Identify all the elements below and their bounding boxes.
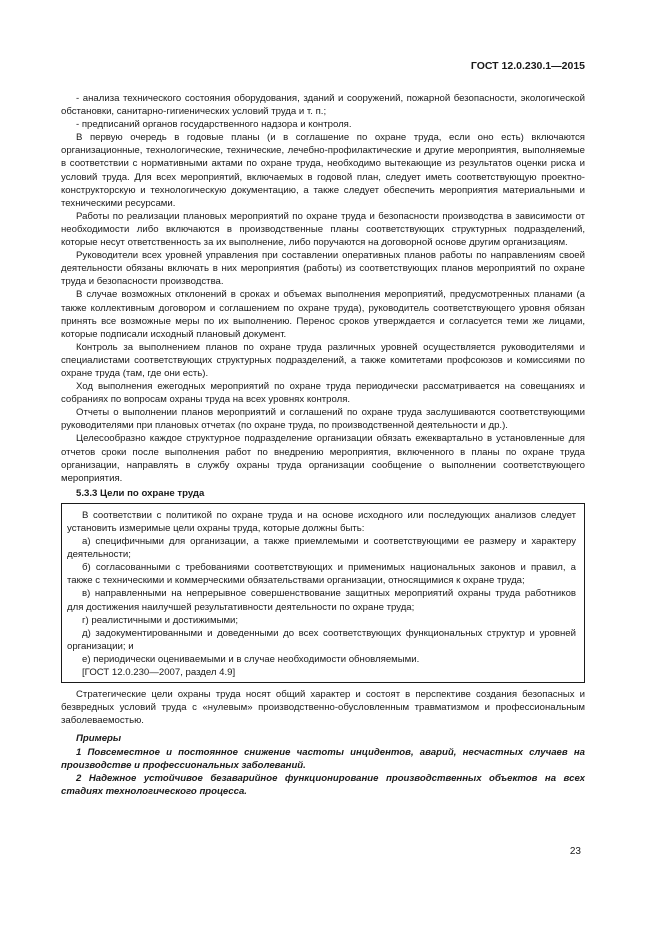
paragraph: В случае возможных отклонений в сроках и объемах выполнения мероприятий, предусмотренных планами (а также коллективным договором и соглашением по охране труда), руководитель соответствующего уровня обязан принять все возможные меры по их выполнению. Перенос сроков утверждается и согласуется теми же лицами, которые подписали исходный плановый документ. [61,289,585,340]
box-list-item: в) направленными на непрерывное совершенствование защитных мероприятий охраны труда работников для достижения наилучшей результативности деятельности по охране труда; [67,588,576,613]
paragraph: Ход выполнения ежегодных мероприятий по охране труда периодически рассматривается на совещаниях и собраниях по вопросам охраны труда на всех уровнях контроля. [61,381,585,406]
box-list-item: д) задокументированными и доведенными до всех соответствующих функциональных структур и уровней организации; и [67,627,576,652]
paragraph: В первую очередь в годовые планы (и в соглашение по охране труда, если оно есть) включаются организационные, технологические, технические, лечебно-профилактические и другие мероприятия, выполняемые в соответствии с нормативными актами по охране труда, необходимо вытекающие из результатов оценки риска и условий труда. Для всех мероприятий, включаемых в годовой план, следует иметь соответствующую проектно-конструкторскую и технологическую документацию, а также следует обеспечить мероприятия материальными и техническими ресурсами. [61,132,585,209]
example-item: 1 Повсеместное и постоянное снижение частоты инцидентов, аварий, несчастных случаев на производстве и профессиональных заболеваний. [61,746,585,771]
box-intro: В соответствии с политикой по охране труда и на основе исходного или последующих анализов следует установить измеримые цели охраны труда, которые должны быть: [67,509,576,534]
page-content [61,92,585,798]
box-list-item: г) реалистичными и достижимыми; [82,614,239,626]
examples-block [61,732,585,797]
page-number: 23 [569,846,581,857]
box-list-item: а) специфичными для организации, а также приемлемыми и соответствующими ее размеру и характеру деятельности; [67,536,576,561]
paragraph: Стратегические цели охраны труда носят общий характер и состоят в перспективе создания безопасных и безвредных условий труда с «нулевым» производственно-обусловленным травматизмом и профессиональным заболеваемостью. [61,689,585,727]
paragraph: Руководители всех уровней управления при составлении оперативных планов работы по направлениям своей деятельности обязаны включать в них мероприятия (работы) из соответствующих планов мероприятий по охране труда и безопасности производства. [61,250,585,288]
paragraph: Работы по реализации плановых мероприятий по охране труда и безопасности производства в зависимости от необходимости либо включаются в производственные планы соответствующих структурных подразделений, которые несут ответственность за их выполнение, либо поручаются на договорной основе другим организациям. [61,210,585,249]
paragraph: Отчеты о выполнении планов мероприятий и соглашений по охране труда заслушиваются соответствующими руководителями при плановых отчетах (по охране труда, по производственной деятельности и др.). [61,407,585,432]
box-list-item: е) периодически оцениваемыми и в случае необходимости обновляемыми. [82,653,420,665]
paragraph: - анализа технического состояния оборудования, зданий и сооружений, пожарной безопасности, экологической обстановки, санитарно-гигиенических условий труда и т. п.; [61,93,585,118]
paragraph: Контроль за выполнением планов по охране труда различных уровней осуществляется руководителями и специалистами соответствующих структурных подразделений, а также комитетами профсоюзов и комиссиями по охране труда (там, где они есть). [61,341,585,379]
quoted-requirements-box [61,503,585,683]
box-list-item: б) согласованными с требованиями соответствующих и применимых национальных законов и правил, а также с техническими и коммерческими обязательствами организации, относящимися к охране труда; [67,562,576,587]
document-header: ГОСТ 12.0.230.1—2015 [470,60,585,72]
example-item: 2 Надежное устойчивое безаварийное функционирование производственных объектов на всех стадиях технологического процесса. [61,772,585,797]
paragraph: Целесообразно каждое структурное подразделение организации обязать ежеквартально в установленные для отчетов сроки после выполнения работ по внедрению мероприятия, включенного в планы по охране труда организации, направлять в службу охраны труда организации сообщение о выполнении соответствующего мероприятия. [61,433,585,484]
section-title: 5.3.3 Цели по охране труда [76,487,205,499]
box-reference: [ГОСТ 12.0.230—2007, раздел 4.9] [82,667,236,679]
paragraph: - предписаний органов государственного надзора и контроля. [76,119,352,131]
examples-title: Примеры [76,733,122,745]
